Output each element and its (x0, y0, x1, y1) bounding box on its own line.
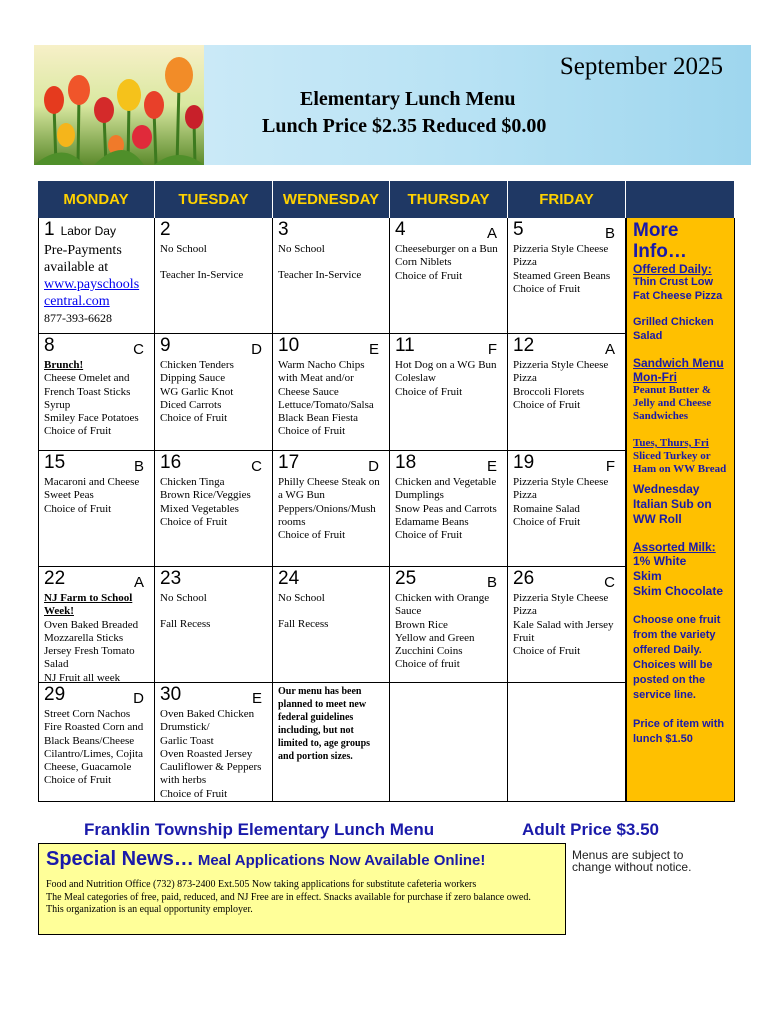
menu-cycle-letter: F (605, 458, 615, 475)
menu-item: Choice of Fruit (513, 645, 581, 658)
item-price-note: Price of item with lunch $1.50 (633, 718, 725, 745)
day-cell (155, 567, 273, 683)
menu-item: Choice of Fruit (44, 502, 112, 515)
header-friday: FRIDAY (508, 181, 626, 218)
menu-title: Elementary Lunch Menu (300, 88, 516, 110)
milk-option: Skim (633, 569, 662, 583)
menu-item: Pizzeria Style Cheese Pizza (513, 592, 609, 618)
holiday-label: Labor Day (60, 224, 116, 238)
day-number: 17 (278, 452, 300, 473)
more-info-panel (626, 218, 735, 802)
header-blank (626, 181, 735, 218)
offered-daily-heading: Offered Daily: (633, 262, 712, 276)
day-cell (273, 218, 390, 334)
menu-item: Coleslaw (395, 372, 436, 385)
day-number: 29 (44, 684, 66, 705)
day-cell (508, 451, 626, 567)
month-title: September 2025 (559, 53, 723, 80)
day-cell (390, 567, 508, 683)
day-number: 9 (160, 335, 171, 356)
menu-item: Pizzeria Style Cheese Pizza (513, 476, 609, 502)
menu-item: Smiley Face Potatoes (44, 412, 139, 425)
menu-item: Jersey Fresh Tomato Salad (44, 645, 135, 671)
menu-item: No School (160, 592, 207, 604)
prepay-text: Pre-Payments available at (44, 243, 122, 275)
menu-item: Chicken with Orange Sauce (395, 592, 490, 618)
menu-cycle-letter: D (133, 690, 144, 707)
more-info-heading: More Info… (633, 220, 687, 262)
day-cell (38, 567, 155, 683)
day-number: 15 (44, 452, 66, 473)
menu-item: Brown Rice/Veggies (160, 489, 251, 502)
day-cell (508, 567, 626, 683)
menu-cycle-letter: D (368, 458, 379, 475)
day-number: 26 (513, 568, 535, 589)
menu-item: Choice of Fruit (160, 515, 228, 528)
menu-item: NJ Fruit all week (44, 671, 121, 683)
day-cell (38, 683, 155, 802)
menu-item: WG Garlic Knot (160, 385, 234, 398)
day-cell (38, 334, 155, 451)
news-line: The Meal categories of free, paid, reduced, and NJ Free are in effect. Snacks available for purchase if zero balance owed. (46, 891, 531, 903)
menu-item: Steamed Green Beans (513, 269, 611, 282)
menu-cycle-letter: C (251, 458, 262, 475)
special-news-heading: Special News… (46, 848, 194, 870)
sandwich-menu-heading: Sandwich Menu Mon-Fri (633, 356, 724, 384)
menu-item: Teacher In-Service (160, 269, 244, 282)
menu-item: Choice of Fruit (513, 282, 581, 295)
menu-item: No School (278, 243, 325, 255)
menu-item: NJ Farm to School Week! (44, 592, 133, 618)
turkey-ham-item: Sliced Turkey or Ham on WW Bread (633, 450, 727, 475)
special-news-box (38, 843, 566, 935)
menu-item: Brunch! (44, 359, 84, 371)
menu-item: Chicken Tenders (160, 359, 234, 371)
day-number: 4 (395, 219, 406, 240)
day-number: 2 (160, 219, 171, 240)
news-line: Food and Nutrition Office (732) 873-2400 Ext.505 Now taking applications for substitute cafeteria workers (46, 879, 477, 890)
menu-item: No School (278, 592, 325, 604)
menu-item (160, 256, 267, 269)
menu-item: Fall Recess (160, 618, 211, 631)
menu-item: Pizzeria Style Cheese Pizza (513, 359, 609, 385)
offered-daily-items: Thin Crust Low Fat Cheese Pizza (633, 276, 723, 302)
menu-notice: Menus are subject to change without notice. (572, 848, 692, 874)
day-cell (273, 683, 390, 802)
lunch-price: Lunch Price $2.35 Reduced $0.00 (262, 115, 547, 137)
menu-item: Choice of Fruit (160, 787, 228, 800)
menu-item: Syrup (44, 398, 71, 411)
payschools-link[interactable]: central.com (44, 294, 110, 309)
menu-item: Edamame Beans (395, 515, 469, 528)
day-cell (508, 218, 626, 334)
menu-item: No School (160, 243, 207, 255)
day-number: 19 (513, 452, 535, 473)
day-cell (273, 567, 390, 683)
menu-item: Brown Rice (395, 618, 448, 631)
menu-calendar (38, 181, 735, 802)
menu-item: Oven Roasted Jersey Cauliflower & Peppers with herbs (160, 747, 262, 787)
meal-applications-link[interactable]: Meal Applications Now Available Online! (197, 852, 486, 869)
day-cell (508, 334, 626, 451)
day-cell (38, 451, 155, 567)
header-banner (34, 45, 751, 165)
menu-item: Fall Recess (278, 618, 329, 631)
day-cell (155, 334, 273, 451)
menu-cycle-letter: D (251, 341, 262, 358)
menu-item: Broccoli Florets (513, 385, 585, 398)
menu-cycle-letter: B (133, 458, 144, 475)
sandwich-items: Peanut Butter & Jelly and Cheese Sandwiches (633, 384, 712, 422)
menu-cycle-letter: B (604, 225, 615, 242)
grilled-chicken-salad: Grilled Chicken Salad (633, 316, 714, 342)
fruit-choice-note: Choose one fruit from the variety offered Daily. Choices will be posted on the service line. (633, 614, 721, 701)
menu-item: Choice of Fruit (395, 385, 463, 398)
menu-item: Philly Cheese Steak on a WG Bun (278, 476, 380, 502)
phone-number: 877-393-6628 (44, 311, 112, 325)
day-number: 5 (513, 219, 524, 240)
menu-item: Choice of Fruit (395, 269, 463, 282)
adult-price: Adult Price $3.50 (522, 820, 660, 839)
menu-item: Choice of Fruit (513, 515, 581, 528)
menu-item: Corn Niblets (395, 256, 452, 269)
day-number: 11 (395, 335, 415, 356)
header-thursday: THURSDAY (390, 181, 508, 218)
menu-item: Oven Baked Chicken Drumstick/ (160, 708, 255, 734)
menu-item (278, 256, 384, 269)
menu-item: Chicken Tinga (160, 476, 225, 488)
day-cell (390, 451, 508, 567)
menu-guidelines-note: Our menu has been planned to meet new federal guidelines including, but not limited to, age groups and portion sizes. (278, 686, 371, 762)
menu-item: Diced Carrots (160, 398, 222, 411)
menu-item: Chicken and Vegetable Dumplings (395, 476, 497, 502)
day-cell (390, 218, 508, 334)
footer-title: Franklin Township Elementary Lunch Menu (84, 820, 435, 839)
menu-item: Hot Dog on a WG Bun (395, 359, 497, 371)
menu-cycle-letter: A (133, 574, 144, 591)
menu-item: Lettuce/Tomato/Salsa (278, 398, 374, 411)
menu-cycle-letter: C (604, 574, 615, 591)
day-cell (38, 218, 155, 334)
header-tuesday: TUESDAY (155, 181, 273, 218)
news-line: This organization is an equal opportunity employer. (46, 904, 253, 915)
menu-item: Romaine Salad (513, 502, 580, 515)
day-number: 1 (44, 219, 55, 240)
news-body (46, 879, 558, 917)
menu-cycle-letter: E (251, 690, 262, 707)
menu-item: Mixed Vegetables (160, 502, 239, 515)
payschools-link[interactable]: www.payschools (44, 277, 140, 292)
day-number: 30 (160, 684, 182, 705)
day-number: 23 (160, 568, 182, 589)
menu-item: Pizzeria Style Cheese Pizza (513, 243, 609, 269)
day-number: 8 (44, 335, 55, 356)
menu-item: Dipping Sauce (160, 372, 226, 385)
menu-item: Choice of fruit (395, 658, 460, 671)
menu-item: Cheese Omelet and French Toast Sticks (44, 372, 131, 398)
menu-item: Teacher In-Service (278, 269, 362, 282)
menu-item: Macaroni and Cheese (44, 476, 140, 488)
day-number: 16 (160, 452, 182, 473)
menu-item: Choice of Fruit (278, 425, 346, 438)
menu-cycle-letter: A (604, 341, 615, 358)
tues-thurs-fri-heading: Tues, Thurs, Fri (633, 437, 709, 449)
menu-item: Choice of Fruit (395, 529, 463, 542)
menu-item (160, 605, 267, 618)
day-cell (155, 683, 273, 802)
menu-item: Peppers/Onions/Mush rooms (278, 502, 376, 528)
day-cell (273, 334, 390, 451)
day-cell (390, 683, 508, 802)
menu-cycle-letter: E (368, 341, 379, 358)
day-number: 24 (278, 568, 300, 589)
menu-cycle-letter: E (486, 458, 497, 475)
menu-cycle-letter: F (487, 341, 497, 358)
menu-item: Choice of Fruit (513, 398, 581, 411)
menu-item: Garlic Toast (160, 734, 214, 747)
menu-item: Oven Baked Breaded Mozzarella Sticks (44, 618, 139, 644)
menu-item (278, 605, 384, 618)
menu-item: Sweet Peas (44, 489, 94, 502)
menu-cycle-letter: A (486, 225, 497, 242)
menu-item: Choice of Fruit (44, 425, 112, 438)
day-number: 25 (395, 568, 417, 589)
menu-item: Snow Peas and Carrots (395, 502, 497, 515)
menu-item: Choice of Fruit (278, 529, 346, 542)
day-number: 10 (278, 335, 300, 356)
day-number: 22 (44, 568, 66, 589)
menu-item: Cilantro/Limes, Cojita Cheese, Guacamole (44, 747, 143, 774)
menu-item: Kale Salad with Jersey Fruit (513, 618, 614, 644)
header-wednesday: WEDNESDAY (273, 181, 390, 218)
milk-heading: Assorted Milk: (633, 540, 716, 554)
day-number: 18 (395, 452, 417, 473)
menu-cycle-letter: C (133, 341, 144, 358)
day-cell (155, 451, 273, 567)
day-cell (508, 683, 626, 802)
menu-item: Street Corn Nachos (44, 708, 131, 720)
day-cell (273, 451, 390, 567)
day-number: 3 (278, 219, 289, 240)
menu-cycle-letter: B (486, 574, 497, 591)
milk-option: Skim Chocolate (633, 584, 724, 598)
menu-item: Fire Roasted Corn and Black Beans/Cheese (44, 721, 144, 747)
menu-item: Cheeseburger on a Bun (395, 243, 498, 255)
menu-item: Yellow and Green Zucchini Coins (395, 631, 475, 658)
day-cell (390, 334, 508, 451)
day-cell (155, 218, 273, 334)
wednesday-sub-item: Wednesday Italian Sub on WW Roll (633, 482, 712, 526)
menu-item: Choice of Fruit (44, 774, 112, 787)
menu-item: Warm Nacho Chips with Meat and/or Cheese Sauce (278, 359, 365, 398)
day-number: 12 (513, 335, 535, 356)
header-monday: MONDAY (38, 181, 155, 218)
menu-item: Choice of Fruit (160, 412, 228, 425)
milk-option: 1% White (633, 554, 687, 568)
menu-item: Black Bean Fiesta (278, 412, 359, 425)
tulip-photo (34, 45, 204, 165)
